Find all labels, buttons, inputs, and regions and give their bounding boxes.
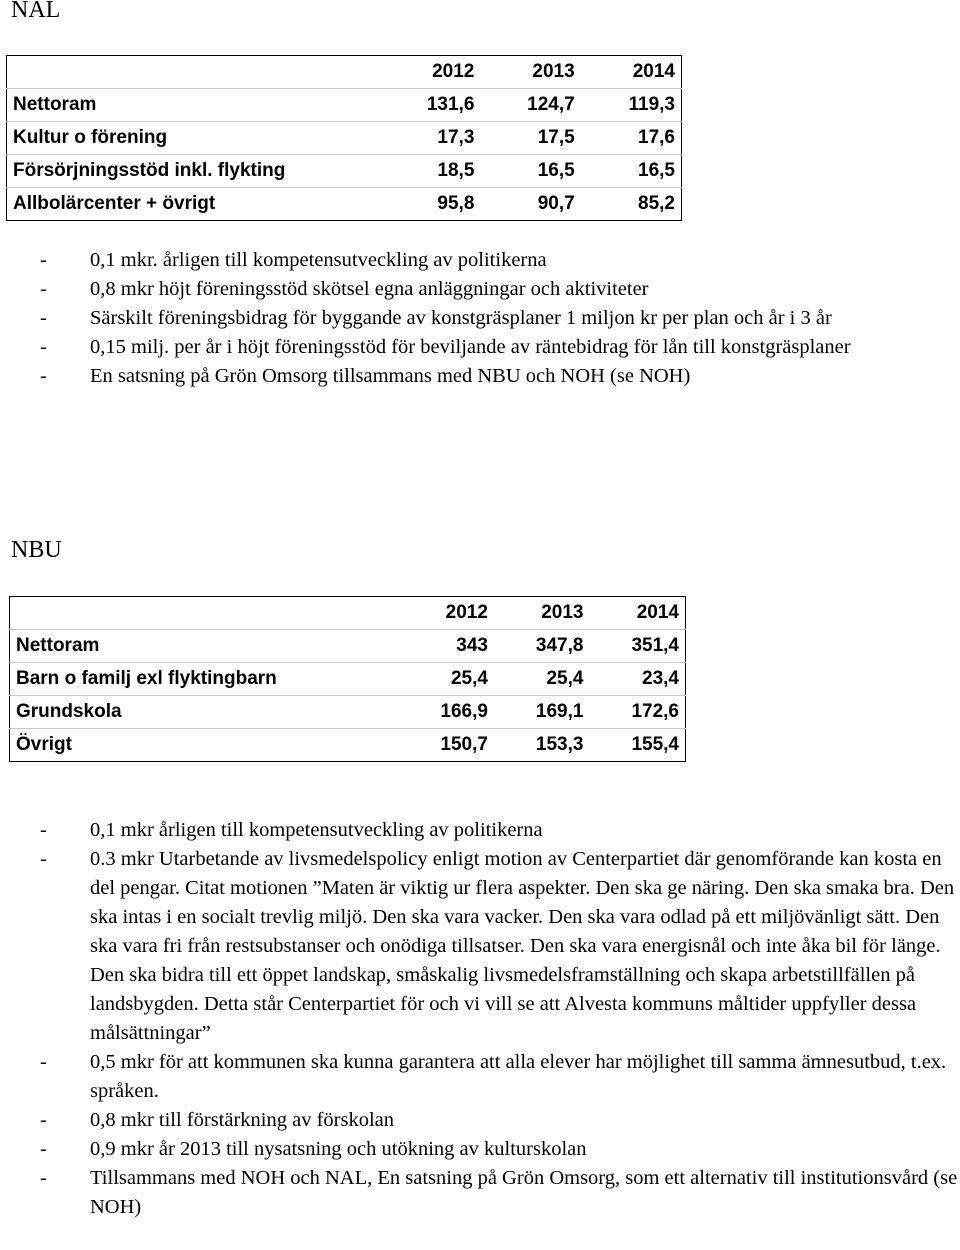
table-cell: 131,6 xyxy=(380,89,480,122)
table-cell: 347,8 xyxy=(494,630,590,663)
table-row xyxy=(10,696,686,729)
row-label: Grundskola xyxy=(10,696,399,729)
nal-bullet-list xyxy=(40,246,960,391)
table-row xyxy=(7,188,682,221)
table-row xyxy=(10,663,686,696)
row-label: Kultur o förening xyxy=(7,122,381,155)
year-header: 2013 xyxy=(494,597,590,630)
table-cell: 343 xyxy=(398,630,494,663)
table-cell: 124,7 xyxy=(480,89,580,122)
table-cell: 155,4 xyxy=(631,734,679,755)
list-item: - En satsning på Grön Omsorg tillsammans med NBU och NOH (se NOH) xyxy=(40,362,960,391)
table-cell xyxy=(7,56,381,89)
year-header: 2012 xyxy=(380,56,480,89)
year-header: 2014 xyxy=(581,56,682,89)
table-cell: 17,3 xyxy=(380,122,480,155)
table-cell: 25,4 xyxy=(398,663,494,696)
year-header: 2013 xyxy=(480,56,580,89)
table-cell: 95,8 xyxy=(437,193,475,214)
table-cell: 166,9 xyxy=(398,696,494,729)
table-row xyxy=(7,155,682,188)
nbu-bullet-list xyxy=(40,816,960,1222)
list-item: - 0.3 mkr Utarbetande av livsmedelspolicy enligt motion av Centerpartiet där genomförande kan kosta en del pengar. Citat motionen ”Maten är viktig ur flera aspekter. Den ska ge näring. Den ska smaka bra. Den ska intas i en socialt trevlig miljö. Den ska vara vacker. Den ska vara odlad på ett miljövänligt sätt. Den ska vara fri från restsubstanser och onödiga tillsatser. Den ska vara energisnål och inte åka bil för länge. Den ska bidra till ett öppet landskap, småskalig livsmedelsframställning och skapa arbetstillfällen på landsbygden. Detta står Centerpartiet för och vi vill se att Alvesta kommuns måltider uppfyller dessa målsättningar” xyxy=(40,845,960,1048)
list-item: - 0,8 mkr höjt föreningsstöd skötsel egna anläggningar och aktiviteter xyxy=(40,275,960,304)
table-cell: 153,3 xyxy=(535,734,584,755)
nbu-heading: NBU xyxy=(11,537,62,563)
year-header: 2012 xyxy=(398,597,494,630)
table-row xyxy=(10,729,686,762)
row-label: Allbolärcenter + övrigt xyxy=(13,193,216,214)
table-row xyxy=(10,630,686,663)
table-cell: 25,4 xyxy=(494,663,590,696)
nal-heading: NAL xyxy=(11,0,61,23)
table-cell: 119,3 xyxy=(581,89,682,122)
list-item: - 0,1 mkr årligen till kompetensutveckling av politikerna xyxy=(40,816,960,845)
table-row xyxy=(7,122,682,155)
row-label: Nettoram xyxy=(10,630,399,663)
table-header-row xyxy=(7,56,682,89)
table-cell: 17,5 xyxy=(480,122,580,155)
table-header-row xyxy=(10,597,686,630)
row-label: Barn o familj exl flyktingbarn xyxy=(10,663,399,696)
list-item: - 0,8 mkr till förstärkning av förskolan xyxy=(40,1106,960,1135)
table-cell: 16,5 xyxy=(480,155,580,188)
list-item: - Särskilt föreningsbidrag för byggande av konstgräsplaner 1 miljon kr per plan och år i 3 år xyxy=(40,304,960,333)
table-cell: 23,4 xyxy=(589,663,685,696)
table-cell: 351,4 xyxy=(589,630,685,663)
list-item: - 0,5 mkr för att kommunen ska kunna garantera att alla elever har möjlighet till samma ämnesutbud, t.ex. språken. xyxy=(40,1048,960,1106)
table-cell: 18,5 xyxy=(380,155,480,188)
year-header: 2014 xyxy=(589,597,685,630)
table-cell xyxy=(10,597,399,630)
table-cell: 169,1 xyxy=(494,696,590,729)
nbu-budget-table xyxy=(9,596,686,762)
list-item: - 0,9 mkr år 2013 till nysatsning och utökning av kulturskolan xyxy=(40,1135,960,1164)
table-row xyxy=(7,89,682,122)
table-cell: 150,7 xyxy=(440,734,488,755)
row-label: Försörjningsstöd inkl. flykting xyxy=(7,155,381,188)
table-cell: 85,2 xyxy=(638,193,675,214)
list-item: - 0,15 milj. per år i höjt föreningsstöd för beviljande av räntebidrag för lån till konstgräsplaner xyxy=(40,333,960,362)
list-item: - Tillsammans med NOH och NAL, En satsning på Grön Omsorg, som ett alternativ till institutionsvård (se NOH) xyxy=(40,1164,960,1222)
list-item: - 0,1 mkr. årligen till kompetensutveckling av politikerna xyxy=(40,246,960,275)
table-cell: 17,6 xyxy=(581,122,682,155)
table-cell: 90,7 xyxy=(537,193,575,214)
row-label: Nettoram xyxy=(7,89,381,122)
table-cell: 16,5 xyxy=(581,155,682,188)
row-label: Övrigt xyxy=(16,734,72,755)
nal-budget-table xyxy=(6,55,682,221)
table-cell: 172,6 xyxy=(589,696,685,729)
